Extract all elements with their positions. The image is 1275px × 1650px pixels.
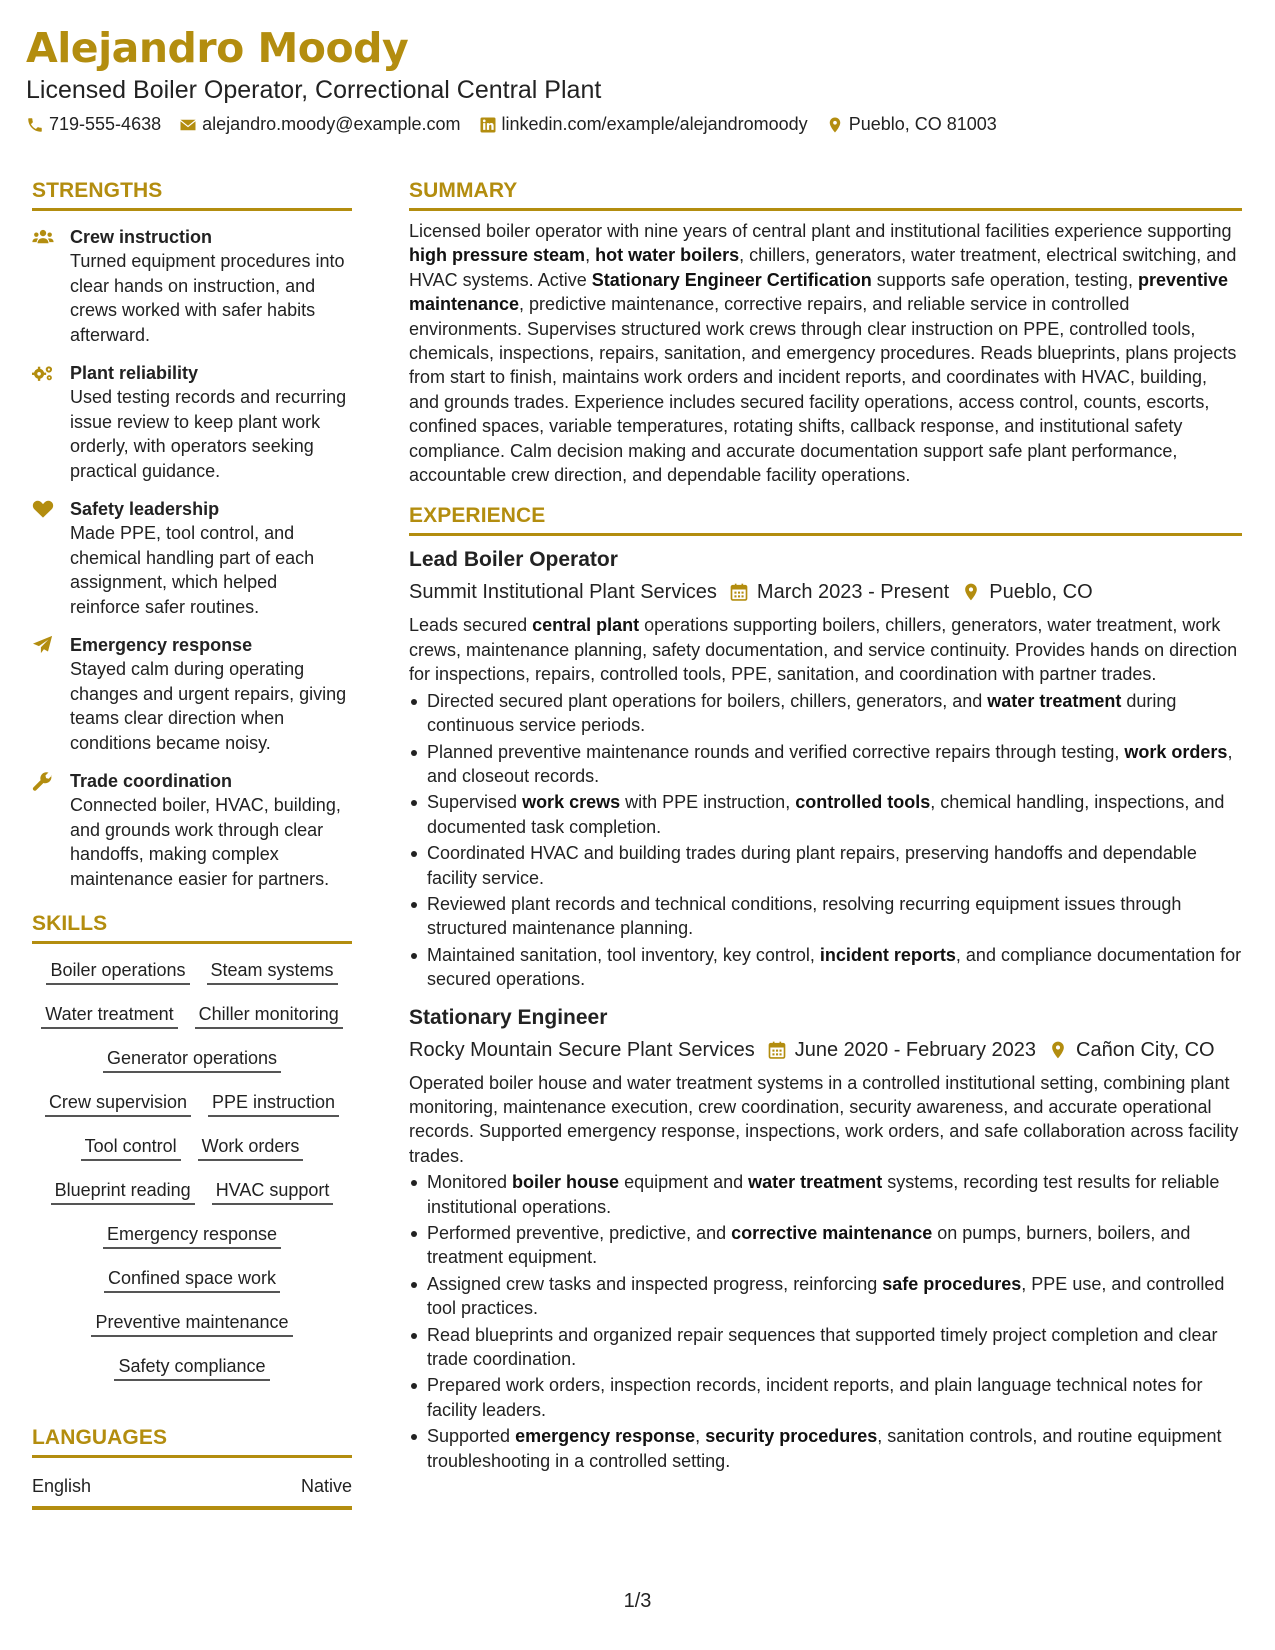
job-meta <box>409 1037 1242 1063</box>
list-item: Read blueprints and organized repair sequences that supported timely project completion and clear trade coordination. <box>409 1323 1242 1372</box>
job-bullets <box>409 1170 1242 1473</box>
summary-text: Licensed boiler operator with nine years of central plant and institutional facilities experience supporting high pressure steam, hot water boilers, chillers, generators, water treatment, electrical switching, and HVAC systems. Active Stationary Engineer Certification supports safe operation, testing, preventive maintenance, predictive maintenance, corrective repairs, and reliable service in controlled environments. Supervises structured work crews through clear instruction on PPE, controlled tools, chemicals, inspections, repairs, sanitation, and emergency procedures. Reads blueprints, plans projects from start to finish, maintains work orders and incident reports, and coordinates with HVAC, building, and grounds trades. Experience includes secured facility operations, access control, counts, escorts, confined spaces, variable temperatures, rotating shifts, callback response, and institutional safety compliance. Calm decision making and accurate documentation support safe plant performance, accountable crew direction, and dependable facility operations. <box>409 221 1237 486</box>
list-item: Reviewed plant records and technical conditions, resolving recurring equipment issues through structured maintenance planning. <box>409 892 1242 941</box>
job-location: Pueblo, CO <box>989 581 1093 604</box>
resume-header <box>26 22 1246 135</box>
email-text: alejandro.moody@example.com <box>202 114 461 134</box>
skill-tag: Water treatment <box>41 1002 177 1029</box>
skill-tag: Emergency response <box>103 1222 281 1249</box>
strength-item <box>32 225 352 347</box>
job-company: Rocky Mountain Secure Plant Services <box>409 1038 755 1061</box>
list-item: Assigned crew tasks and inspected progress, reinforcing safe procedures, PPE use, and controlled tool practices. <box>409 1272 1242 1321</box>
strength-item <box>32 769 352 891</box>
skill-tag: Crew supervision <box>45 1090 191 1117</box>
language-level: Native <box>300 1476 352 1496</box>
map-pin-icon <box>826 116 844 134</box>
strength-item <box>32 361 352 483</box>
linkedin-icon <box>479 116 497 134</box>
phone-icon <box>26 116 44 134</box>
job-bullets <box>409 689 1242 992</box>
job-title: Stationary Engineer <box>409 1005 608 1029</box>
strength-title: Trade coordination <box>70 771 233 791</box>
skill-tag: Safety compliance <box>114 1354 269 1381</box>
skill-tag: HVAC support <box>212 1178 334 1205</box>
job-entry <box>409 546 1242 991</box>
wrench-icon <box>32 771 54 791</box>
calendar-icon <box>767 1040 787 1060</box>
skills-list <box>32 958 352 1381</box>
strength-title: Safety leadership <box>70 499 220 519</box>
strengths-heading: STRENGTHS <box>32 178 352 211</box>
location-text: Pueblo, CO 81003 <box>848 114 997 134</box>
strength-desc: Connected boiler, HVAC, building, and grounds work through clear handoffs, making complex maintenance easier for partners. <box>70 795 341 889</box>
list-item: Directed secured plant operations for boilers, chillers, generators, and water treatment during continuous service periods. <box>409 689 1242 738</box>
contact-phone[interactable] <box>26 114 161 135</box>
skill-tag: PPE instruction <box>208 1090 339 1117</box>
job-meta <box>409 579 1242 605</box>
experience-heading: EXPERIENCE <box>409 503 1242 536</box>
page-number: 1/3 <box>623 1590 652 1612</box>
skill-tag: Preventive maintenance <box>91 1310 292 1337</box>
list-item: Supported emergency response, security procedures, sanitation controls, and routine equipment troubleshooting in a controlled setting. <box>409 1424 1242 1473</box>
map-pin-icon <box>1048 1040 1068 1060</box>
strength-desc: Used testing records and recurring issue review to keep plant work orderly, with operators seeking practical guidance. <box>70 387 347 481</box>
skill-tag: Chiller monitoring <box>195 1002 343 1029</box>
skills-heading: SKILLS <box>32 911 352 944</box>
list-item: Performed preventive, predictive, and corrective maintenance on pumps, burners, boilers, and treatment equipment. <box>409 1221 1242 1270</box>
job-dates: June 2020 - February 2023 <box>794 1038 1036 1061</box>
language-level-bar <box>32 1506 352 1510</box>
strength-item <box>32 633 352 755</box>
skill-tag: Blueprint reading <box>51 1178 195 1205</box>
candidate-name: Alejandro Moody <box>26 24 409 72</box>
job-title: Lead Boiler Operator <box>409 548 618 572</box>
skill-tag: Steam systems <box>207 958 338 985</box>
list-item: Maintained sanitation, tool inventory, key control, incident reports, and compliance documentation for secured operations. <box>409 943 1242 992</box>
strength-desc: Stayed calm during operating changes and urgent repairs, giving teams clear direction when conditions became noisy. <box>70 659 347 753</box>
right-column <box>409 178 1242 1473</box>
phone-text: 719-555-4638 <box>49 114 162 134</box>
strength-desc: Turned equipment procedures into clear hands on instruction, and crews worked with safer habits afterward. <box>70 251 345 345</box>
list-item: Prepared work orders, inspection records, incident reports, and plain language technical notes for facility leaders. <box>409 1373 1242 1422</box>
contact-email[interactable] <box>179 114 460 135</box>
job-description: Leads secured central plant operations supporting boilers, chillers, generators, water treatment, work crews, maintenance planning, safety documentation, and service continuity. Provides hands on direction for inspections, repairs, controlled tools, PPE, sanitation, and coordination with partner trades. <box>409 615 1238 685</box>
list-item: Coordinated HVAC and building trades during plant repairs, preserving handoffs and dependable facility service. <box>409 841 1242 890</box>
candidate-title: Licensed Boiler Operator, Correctional Central Plant <box>26 76 602 104</box>
heart-icon <box>32 499 54 519</box>
skill-tag: Work orders <box>198 1134 304 1161</box>
list-item: Planned preventive maintenance rounds and verified corrective repairs through testing, work orders, and closeout records. <box>409 740 1242 789</box>
language-name: English <box>32 1476 92 1496</box>
strength-item <box>32 497 352 619</box>
summary-heading: SUMMARY <box>409 178 1242 211</box>
contact-bar <box>26 114 1246 135</box>
strength-title: Plant reliability <box>70 363 199 383</box>
strength-title: Emergency response <box>70 635 253 655</box>
job-description: Operated boiler house and water treatment systems in a controlled institutional setting, combining plant monitoring, maintenance execution, crew coordination, security awareness, and accurate operational records. Supported emergency response, inspections, work orders, and safe collaboration across facility trades. <box>409 1072 1239 1166</box>
left-column <box>32 178 352 1510</box>
strength-desc: Made PPE, tool control, and chemical handling part of each assignment, which helped reinforce safer routines. <box>70 523 315 617</box>
calendar-icon <box>729 582 749 602</box>
skill-tag: Boiler operations <box>46 958 189 985</box>
job-company: Summit Institutional Plant Services <box>409 581 717 604</box>
skill-tag: Tool control <box>81 1134 181 1161</box>
list-item: Monitored boiler house equipment and water treatment systems, recording test results for reliable institutional operations. <box>409 1170 1242 1219</box>
list-item: Supervised work crews with PPE instruction, controlled tools, chemical handling, inspections, and documented task completion. <box>409 790 1242 839</box>
map-pin-icon <box>961 582 981 602</box>
contact-location <box>826 114 997 135</box>
paper-plane-icon <box>32 635 54 655</box>
strength-title: Crew instruction <box>70 227 213 247</box>
skill-tag: Confined space work <box>104 1266 280 1293</box>
gears-icon <box>32 363 54 383</box>
envelope-icon <box>179 116 197 134</box>
users-icon <box>32 227 54 247</box>
job-entry <box>409 1004 1242 1474</box>
languages-heading: LANGUAGES <box>32 1425 352 1458</box>
skill-tag: Generator operations <box>103 1046 281 1073</box>
contact-linkedin[interactable] <box>479 114 808 135</box>
job-location: Cañon City, CO <box>1076 1038 1215 1061</box>
language-item <box>32 1474 352 1498</box>
linkedin-text: linkedin.com/example/alejandromoody <box>501 114 808 134</box>
job-dates: March 2023 - Present <box>756 581 950 604</box>
